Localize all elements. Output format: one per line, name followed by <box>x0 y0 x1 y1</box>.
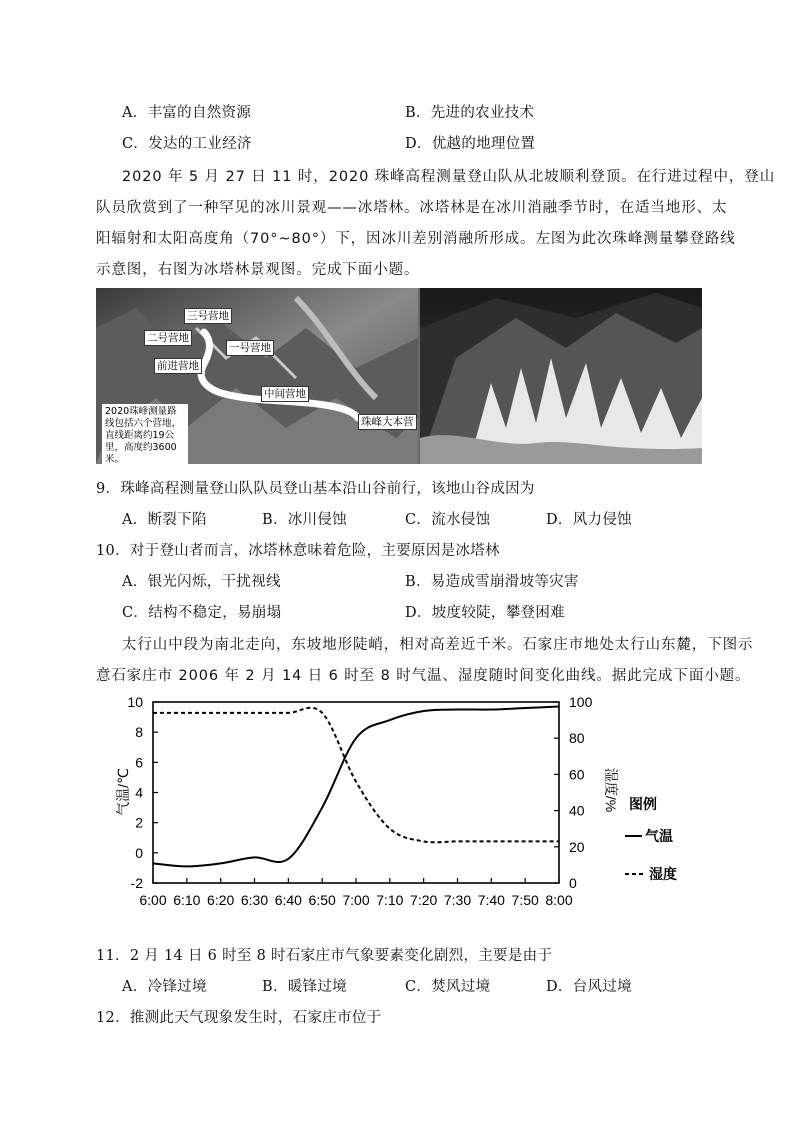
y-tick-label-left: 8 <box>135 724 143 741</box>
q11-option-a: A．冷锋过境 <box>122 979 207 995</box>
x-tick-label: 7:30 <box>443 892 472 908</box>
x-tick-label: 6:30 <box>240 892 269 908</box>
x-tick-label: 6:40 <box>274 892 302 908</box>
x-tick-label: 6:50 <box>308 892 336 908</box>
x-tick-label: 6:20 <box>207 892 235 908</box>
x-tick-label: 6:10 <box>173 892 201 908</box>
q9-option-a: A．断裂下陷 <box>122 512 207 528</box>
y-axis-label-right: 湿度/% <box>603 767 619 813</box>
series-line-humidity <box>153 708 559 843</box>
plot-frame <box>153 702 559 883</box>
q9-option-d: D．风力侵蚀 <box>546 512 632 528</box>
legend-label-temperature: 气温 <box>645 828 673 844</box>
q10-option-a: A．银光闪烁，干扰视线 <box>122 574 281 590</box>
passage1-line: 队员欣赏到了一种罕见的冰川景观——冰塔林。冰塔林是在冰川消融季节时，在适当地形、太 <box>96 200 728 216</box>
map-label-camp1: 一号营地 <box>226 340 274 356</box>
y-tick-label-right: 100 <box>569 694 593 710</box>
legend-title: 图例 <box>629 796 657 812</box>
q9-stem: 9．珠峰高程测量登山队队员登山基本沿山谷前行，该地山谷成因为 <box>96 481 535 497</box>
map-label-advance-camp: 前进营地 <box>154 358 202 374</box>
q12-stem: 12．推测此天气现象发生时，石家庄市位于 <box>96 1010 382 1026</box>
q9-option-c: C．流水侵蚀 <box>405 512 491 528</box>
q10-option-c: C．结构不稳定，易崩塌 <box>122 605 282 621</box>
y-tick-label-left: -2 <box>130 875 143 891</box>
y-axis-label-left: 气温/℃ <box>115 768 131 816</box>
y-tick-label-right: 60 <box>569 766 585 783</box>
map-label-camp3: 三号营地 <box>184 308 232 324</box>
y-tick-label-left: 4 <box>135 784 143 801</box>
q11-option-c: C．焚风过境 <box>405 979 491 995</box>
x-tick-label: 7:50 <box>511 892 539 908</box>
passage1-line: 阳辐射和太阳高度角（70°~80°）下，因冰川差别消融所形成。左图为此次珠峰测量攀登路线 <box>96 231 736 247</box>
q11-option-d: D．台风过境 <box>546 979 632 995</box>
q8-option-a: A．丰富的自然资源 <box>122 105 252 121</box>
y-tick-label-right: 0 <box>569 875 577 891</box>
passage1-line: 示意图，右图为冰塔林景观图。完成下面小题。 <box>96 262 420 278</box>
x-tick-label: 6:00 <box>139 892 167 908</box>
figure-pair <box>96 288 702 464</box>
passage2-line: 太行山中段为南北走向，东坡地形陡峭，相对高差近千米。石家庄市地处太行山东麓，下图示 <box>122 637 754 653</box>
passage2-line: 意石家庄市 2006 年 2 月 14 日 6 时至 8 时气温、湿度随时间变化曲线。据此完成下面小题。 <box>96 668 751 684</box>
x-tick-label: 7:40 <box>477 892 505 908</box>
q10-option-b: B．易造成雪崩滑坡等灾害 <box>405 574 579 590</box>
y-tick-label-left: 10 <box>127 694 143 710</box>
map-label-base-camp: 珠峰大本营 <box>358 414 417 430</box>
q11-option-b: B．暖锋过境 <box>262 979 347 995</box>
y-tick-label-right: 40 <box>569 802 585 819</box>
x-tick-label: 8:00 <box>545 892 573 908</box>
q8-option-c: C．发达的工业经济 <box>122 136 252 152</box>
passage1-line: 2020 年 5 月 27 日 11 时，2020 珠峰高程测量登山队从北坡顺利登顶。在行进过程中，登山 <box>122 169 776 185</box>
y-tick-label-left: 6 <box>135 754 143 771</box>
x-tick-label: 7:00 <box>342 892 370 908</box>
q11-stem: 11．2 月 14 日 6 时至 8 时石家庄市气象要素变化剧烈，主要是由于 <box>96 948 553 964</box>
y-tick-label-left: 0 <box>135 844 143 861</box>
map-note: 2020珠峰测量路线包括六个营地，直线距离约19公里，高度约3600米。 <box>102 404 188 464</box>
q8-option-d: D．优越的地理位置 <box>405 136 536 152</box>
temperature-humidity-chart <box>0 690 794 930</box>
series-line-temperature <box>153 707 559 867</box>
q9-option-b: B．冰川侵蚀 <box>262 512 347 528</box>
x-tick-label: 7:10 <box>376 892 404 908</box>
q8-option-b: B．先进的农业技术 <box>405 105 535 121</box>
map-label-middle-camp: 中间营地 <box>261 386 309 402</box>
x-tick-label: 7:20 <box>410 892 438 908</box>
map-label-camp2: 二号营地 <box>144 330 192 346</box>
y-tick-label-left: 2 <box>135 814 143 831</box>
legend-label-humidity: 湿度 <box>649 866 677 882</box>
y-tick-label-right: 80 <box>569 730 585 747</box>
q10-stem: 10．对于登山者而言，冰塔林意味着危险，主要原因是冰塔林 <box>96 543 500 559</box>
y-tick-label-right: 20 <box>569 838 585 855</box>
q10-option-d: D．坡度较陡，攀登困难 <box>405 605 565 621</box>
